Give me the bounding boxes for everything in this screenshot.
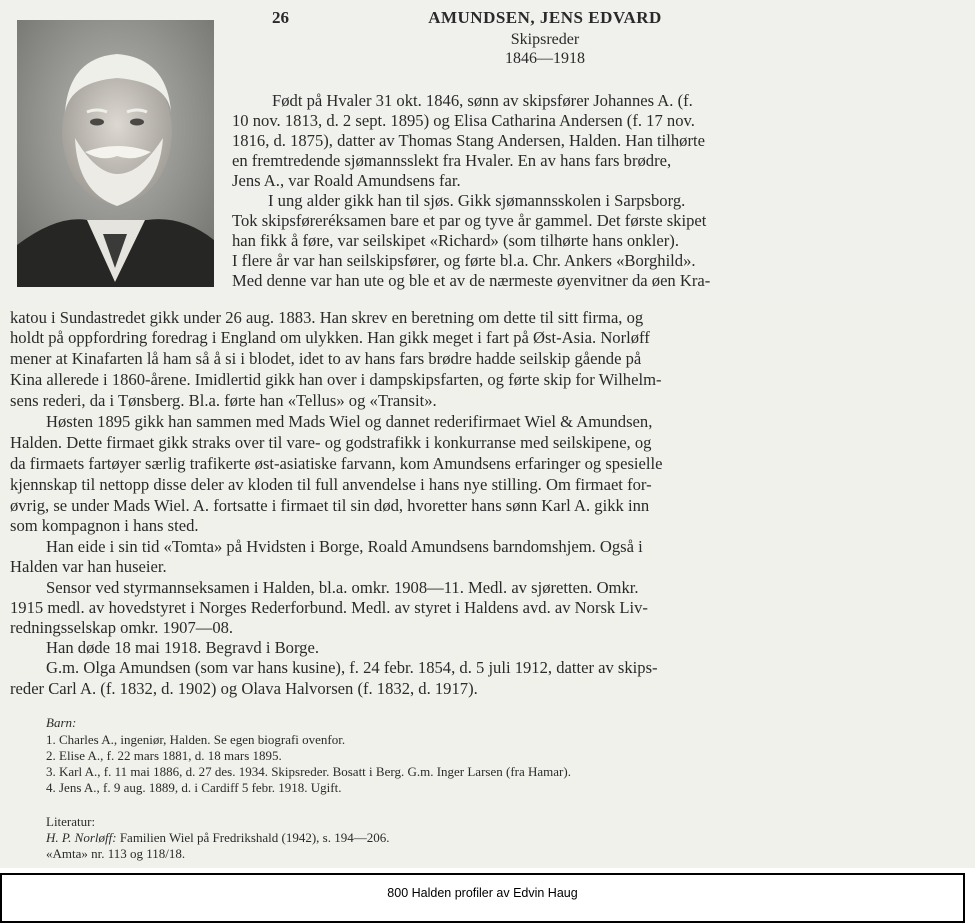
text-line: som kompagnon i hans sted. — [10, 516, 199, 535]
text-line: katou i Sundastredet gikk under 26 aug. 1883. Han skrev en beretning om dette til sitt firma, og — [10, 308, 644, 327]
child-item: 1. Charles A., ingeniør, Halden. Se egen biografi ovenfor. — [46, 732, 346, 747]
literature-work: Familien Wiel på Fredrikshald (1942), s. 194—206. — [116, 830, 390, 845]
text-line: I ung alder gikk han til sjøs. Gikk sjømannsskolen i Sarpsborg. — [268, 191, 686, 210]
biography-occupation: Skipsreder — [510, 31, 580, 48]
text-line: 10 nov. 1813, d. 2 sept. 1895) og Elisa Catharina Andersen (f. 17 nov. — [232, 111, 695, 130]
text-line: Født på Hvaler 31 okt. 1846, sønn av skipsfører Johannes A. (f. — [272, 91, 693, 110]
text-line: Jens A., var Roald Amundsens far. — [232, 171, 461, 190]
text-line: Høsten 1895 gikk han sammen med Mads Wiel og dannet rederifirmaet Wiel & Amundsen, — [46, 412, 653, 431]
text-line: Han eide i sin tid «Tomta» på Hvidsten i Borge, Roald Amundsens barndomshjem. Også i — [46, 537, 643, 556]
text-line: en fremtredende sjømannsslekt fra Hvaler. En av hans fars brødre, — [232, 151, 672, 170]
literature-author: H. P. Norløff: — [46, 830, 117, 845]
text-line: Tok skipsføreréksamen bare et par og tyve år gammel. Det første skipet — [232, 211, 707, 230]
text-line: Halden var han huseier. — [10, 557, 167, 576]
text-line: da firmaets fartøyer særlig trafikerte øst-asiatiske farvann, kom Amundsens erfaringer og spesielle — [10, 454, 663, 473]
portrait-photo — [17, 20, 214, 287]
text-line: kjennskap til nettopp disse deler av kloden til full anvendelse i hans nye stilling. Om firmaet for- — [10, 475, 652, 494]
text-line: Sensor ved styrmannseksamen i Halden, bl.a. omkr. 1908—11. Medl. av sjøretten. Omkr. — [46, 578, 639, 597]
text-line: mener at Kinafarten lå ham så å si i blodet, idet to av hans fars brødre hadde seilskip gående på — [10, 349, 642, 368]
child-item: 4. Jens A., f. 9 aug. 1889, d. i Cardiff 5 febr. 1918. Ugift. — [46, 780, 342, 795]
text-line: han fikk å føre, var seilskipet «Richard» (som tilhørte hans onkler). — [232, 231, 679, 250]
caption-text: 800 Halden profiler av Edvin Haug — [387, 886, 578, 900]
text-line: 1915 medl. av hovedstyret i Norges Rederforbund. Medl. av styret i Haldens avd. av Norsk Liv- — [10, 598, 648, 617]
text-line: redningsselskap omkr. 1907—08. — [10, 618, 234, 637]
text-line: holdt på oppfordring foredrag i England om ulykken. Han gikk meget i fart på Øst-Asia. Norløff — [10, 328, 650, 347]
text-line: G.m. Olga Amundsen (som var hans kusine), f. 24 febr. 1854, d. 5 juli 1912, datter av skips- — [46, 658, 658, 677]
page-number: 26 — [272, 8, 289, 27]
biography-name: AMUNDSEN, JENS EDVARD — [428, 8, 662, 27]
text-line: Med denne var han ute og ble et av de nærmeste øyenvitner da øen Kra- — [232, 271, 711, 290]
text-line: 1816, d. 1875), datter av Thomas Stang Andersen, Halden. Han tilhørte — [232, 131, 705, 150]
text-line: reder Carl A. (f. 1832, d. 1902) og Olava Halvorsen (f. 1832, d. 1917). — [10, 679, 478, 698]
text-line: sens rederi, da i Tønsberg. Bl.a. førte han «Tellus» og «Transit». — [10, 391, 437, 410]
children-heading: Barn: — [46, 715, 77, 730]
text-line: Kina allerede i 1860-årene. Imidlertid gikk han over i dampskipsfarten, og førte skip for Wilhelm- — [10, 370, 662, 389]
biography-years: 1846—1918 — [505, 50, 585, 67]
literature-heading: Literatur: — [46, 814, 96, 829]
caption-box — [0, 873, 965, 923]
text-line: Han døde 18 mai 1918. Begravd i Borge. — [46, 638, 319, 657]
child-item: 3. Karl A., f. 11 mai 1886, d. 27 des. 1934. Skipsreder. Bosatt i Berg. G.m. Inger Larsen (fra Hamar). — [46, 764, 571, 779]
literature-item: «Amta» nr. 113 og 118/18. — [46, 846, 186, 861]
text-line: øvrig, se under Mads Wiel. A. fortsatte i firmaet til sin død, hvoretter hans sønn Karl A. gikk inn — [10, 496, 650, 515]
literature-item — [46, 830, 390, 845]
text-line: Halden. Dette firmaet gikk straks over til vare- og godstrafikk i konkurranse med seilskipene, og — [10, 433, 652, 452]
text-line: I flere år var han seilskipsfører, og førte bl.a. Chr. Ankers «Borghild». — [232, 251, 696, 270]
child-item: 2. Elise A., f. 22 mars 1881, d. 18 mars 1895. — [46, 748, 282, 763]
